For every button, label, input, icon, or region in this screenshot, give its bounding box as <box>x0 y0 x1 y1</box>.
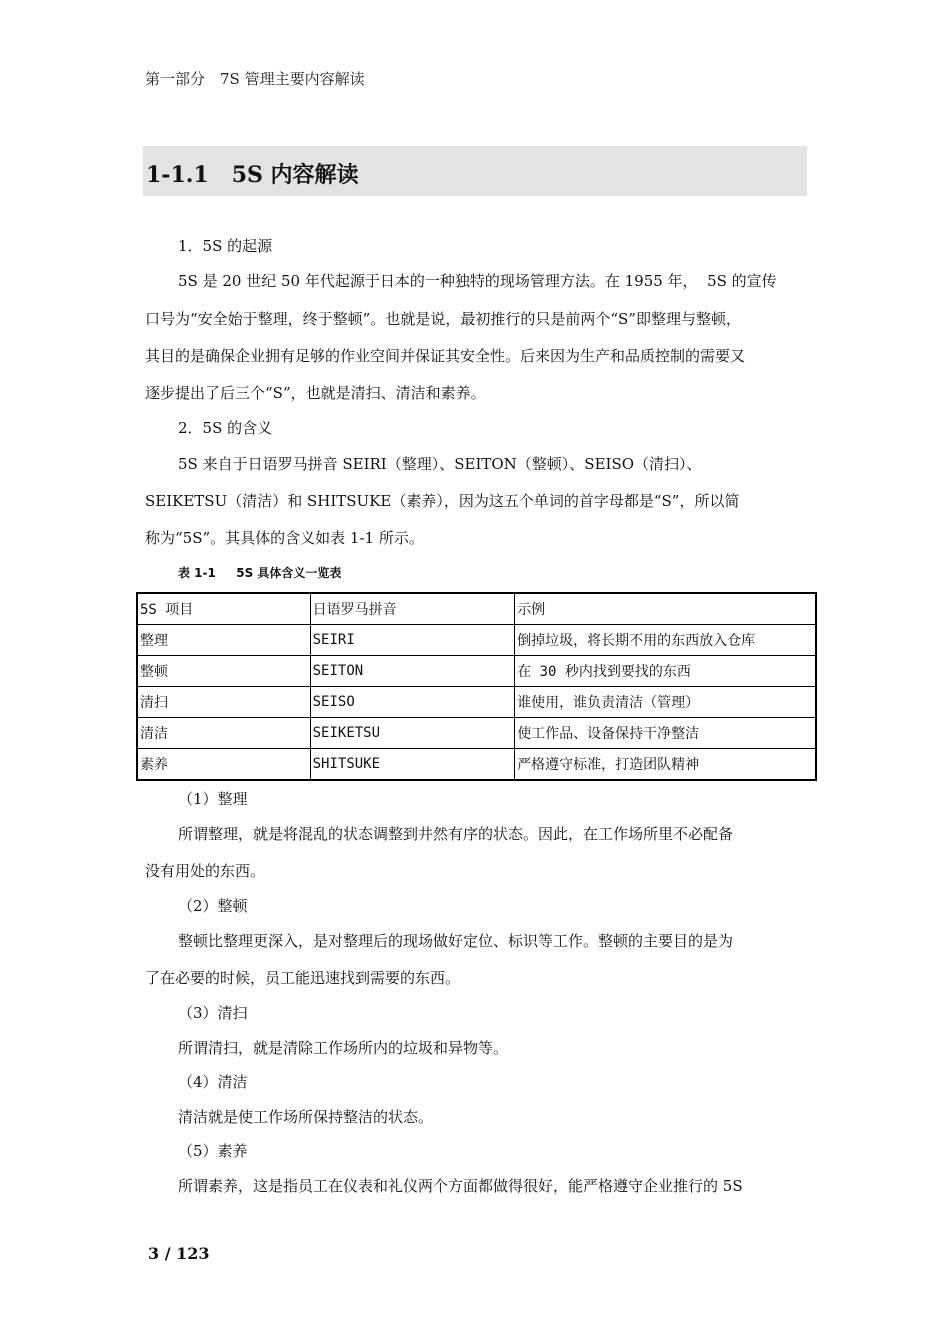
paragraph-line: 5S 来自于日语罗马拼音 SEIRI（整理）、SEITON（整顿）、SEISO（清扫）、 <box>178 455 702 473</box>
subheading-origin: 1．5S 的起源 <box>178 237 273 255</box>
table-cell: 在 30 秒内找到要找的东西 <box>515 656 816 687</box>
table-cell: 素养 <box>137 749 310 781</box>
table-cell: SEISO <box>310 687 515 718</box>
paragraph-line: 清洁就是使工作场所保持整洁的状态。 <box>178 1108 434 1126</box>
table-header-row <box>137 593 816 625</box>
item-heading: （2）整顿 <box>178 897 248 915</box>
table-row <box>137 718 816 749</box>
paragraph-line: 没有用处的东西。 <box>145 862 266 880</box>
table-cell: 严格遵守标准，打造团队精神 <box>515 749 816 781</box>
table-row <box>137 749 816 781</box>
5s-meaning-table <box>136 592 817 781</box>
table-cell: 整顿 <box>137 656 310 687</box>
item-heading: （4）清洁 <box>178 1073 248 1091</box>
table-cell: 整理 <box>137 625 310 656</box>
table-cell: 使工作品、设备保持干净整洁 <box>515 718 816 749</box>
item-heading: （1）整理 <box>178 790 248 808</box>
column-header: 示例 <box>515 593 816 625</box>
item-heading: （5）素养 <box>178 1142 248 1160</box>
table-row <box>137 625 816 656</box>
running-header: 第一部分 7S 管理主要内容解读 <box>145 70 365 88</box>
table-cell: SEIKETSU <box>310 718 515 749</box>
paragraph-line: 所谓整理，就是将混乱的状态调整到井然有序的状态。因此，在工作场所里不必配备 <box>178 825 734 843</box>
table-cell: SEIRI <box>310 625 515 656</box>
column-header: 5S 项目 <box>137 593 310 625</box>
paragraph-line: 5S 是 20 世纪 50 年代起源于日本的一种独特的现场管理方法。在 1955 年， 5S 的宣传 <box>178 272 777 290</box>
paragraph-line: 了在必要的时候，员工能迅速找到需要的东西。 <box>145 969 461 987</box>
paragraph-line: 其目的是确保企业拥有足够的作业空间并保证其安全性。后来因为生产和品质控制的需要又 <box>145 347 746 365</box>
table-caption: 表 1-1 5S 具体含义一览表 <box>178 566 342 580</box>
section-heading <box>146 158 359 189</box>
subheading-meaning: 2．5S 的含义 <box>178 419 273 437</box>
paragraph-line: 称为“5S”。其具体的含义如表 1-1 所示。 <box>145 529 424 547</box>
table-cell: 清扫 <box>137 687 310 718</box>
paragraph-line: 所谓清扫，就是清除工作场所内的垃圾和异物等。 <box>178 1039 509 1057</box>
table-cell: 谁使用，谁负责清洁（管理） <box>515 687 816 718</box>
table-cell: SEITON <box>310 656 515 687</box>
paragraph-line: 逐步提出了后三个“S”，也就是清扫、清洁和素养。 <box>145 384 486 402</box>
paragraph-line: SEIKETSU（清洁）和 SHITSUKE（素养），因为这五个单词的首字母都是“S”，所以简 <box>145 492 740 510</box>
table-cell: SHITSUKE <box>310 749 515 781</box>
paragraph-line: 整顿比整理更深入，是对整理后的现场做好定位、标识等工作。整顿的主要目的是为 <box>178 932 734 950</box>
page-number: 3 / 123 <box>148 1244 210 1263</box>
column-header: 日语罗马拼音 <box>310 593 515 625</box>
paragraph-line: 所谓素养，这是指员工在仪表和礼仪两个方面都做得很好，能严格遵守企业推行的 5S <box>178 1177 743 1195</box>
table-cell: 倒掉垃圾，将长期不用的东西放入仓库 <box>515 625 816 656</box>
table-cell: 清洁 <box>137 718 310 749</box>
section-number: 1-1.1 <box>146 162 209 188</box>
section-title: 5S 内容解读 <box>231 162 359 188</box>
item-heading: （3）清扫 <box>178 1004 248 1022</box>
table-row <box>137 687 816 718</box>
paragraph-line: 口号为“安全始于整理，终于整顿”。也就是说，最初推行的只是前两个“S”即整理与整顿， <box>145 310 741 328</box>
table-row <box>137 656 816 687</box>
